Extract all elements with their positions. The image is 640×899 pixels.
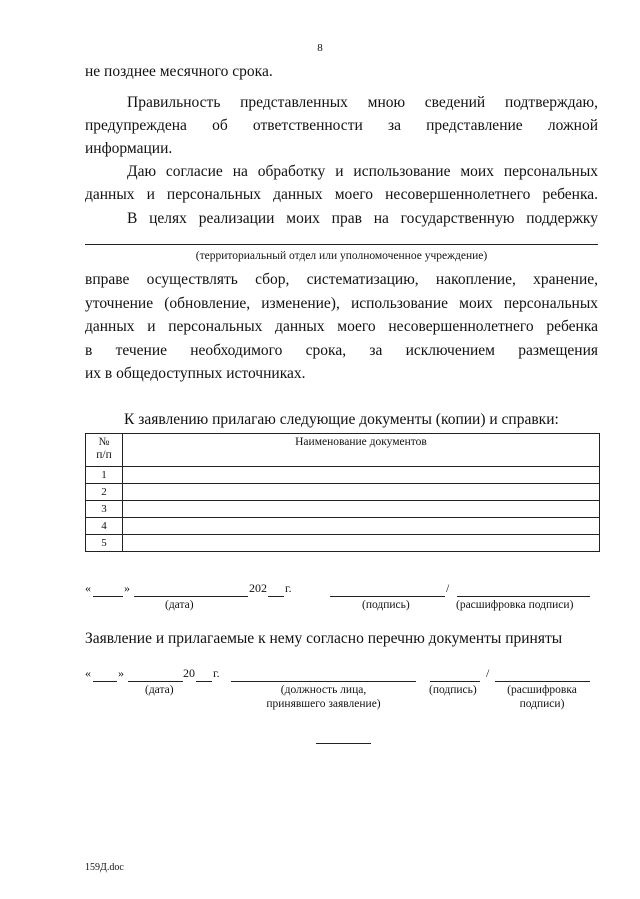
column-header-number-line1: № — [98, 436, 110, 448]
acceptance-year-blank[interactable] — [196, 681, 212, 682]
applicant-year-prefix: 202 — [249, 581, 267, 595]
applicant-date-close-quote: » — [124, 581, 130, 595]
footer-filename: 159Д.doc — [85, 862, 124, 873]
applicant-date-open-quote: « — [85, 581, 91, 595]
applicant-decoding-blank[interactable] — [457, 596, 590, 597]
acceptance-position-caption-line2: принявшего заявление) — [266, 698, 381, 710]
column-header-number — [86, 434, 123, 467]
table-row — [86, 484, 600, 501]
acceptance-heading: Заявление и прилагаемые к нему согласно перечню документы приняты — [85, 630, 563, 647]
applicant-year-blank[interactable] — [268, 596, 284, 597]
table-row — [86, 535, 600, 552]
applicant-signature-caption: (подпись) — [362, 599, 410, 611]
acceptance-decoding-caption-line1: (расшифровка — [507, 684, 577, 696]
row-number: 4 — [86, 518, 123, 535]
applicant-date-caption: (дата) — [165, 599, 194, 611]
applicant-year-suffix: г. — [285, 581, 292, 595]
paragraph-rights-line2: вправе осуществлять сбор, систематизацию, накопление, хранение, — [85, 271, 598, 288]
applicant-signature-blank[interactable] — [330, 596, 445, 597]
paragraph-confirm-line3: информации. — [85, 140, 173, 157]
row-number: 5 — [86, 535, 123, 552]
document-name-cell[interactable] — [123, 467, 600, 484]
document-name-cell[interactable] — [123, 484, 600, 501]
page-number: 8 — [317, 42, 323, 54]
acceptance-slash: / — [486, 666, 490, 680]
paragraph-deadline: не позднее месячного срока. — [85, 63, 273, 80]
acceptance-month-blank[interactable] — [128, 681, 183, 682]
column-header-number-line2: п/п — [96, 449, 112, 461]
acceptance-day-blank[interactable] — [93, 681, 117, 682]
acceptance-position-caption-line1: (должность лица, — [280, 684, 367, 696]
acceptance-signature-blank[interactable] — [430, 681, 480, 682]
table-row — [86, 467, 600, 484]
document-name-cell[interactable] — [123, 518, 600, 535]
paragraph-consent-line2: данных и персональных данных моего несовершеннолетнего ребенка. — [85, 186, 598, 203]
row-number: 3 — [86, 501, 123, 518]
acceptance-decoding-blank[interactable] — [495, 681, 590, 682]
applicant-slash: / — [446, 581, 450, 595]
paragraph-rights-line5: в течение необходимого срока, за исключением размещения — [85, 342, 598, 359]
paragraph-rights-line1: В целях реализации моих прав на государственную поддержку — [127, 210, 598, 227]
table-row — [86, 518, 600, 535]
acceptance-date-open-quote: « — [85, 666, 91, 680]
acceptance-signature-caption: (подпись) — [429, 684, 477, 696]
paragraph-confirm-line1: Правильность представленных мною сведений подтверждаю, — [127, 94, 598, 111]
paragraph-consent-line1: Даю согласие на обработку и использование моих персональных — [127, 163, 598, 180]
row-number: 2 — [86, 484, 123, 501]
paragraph-confirm-line2: предупреждена об ответственности за представление ложной — [85, 117, 598, 134]
applicant-month-blank[interactable] — [134, 596, 248, 597]
table-row — [86, 501, 600, 518]
acceptance-year-suffix: г. — [213, 666, 220, 680]
table-header-row — [86, 434, 600, 467]
attachments-table — [85, 433, 600, 552]
acceptance-decoding-caption-line2: подписи) — [519, 698, 565, 710]
row-number: 1 — [86, 467, 123, 484]
attachments-heading: К заявлению прилагаю следующие документы (копии) и справки: — [124, 411, 559, 428]
paragraph-rights-line3: уточнение (обновление, изменение), использование моих персональных — [85, 295, 598, 312]
paragraph-rights-line6: их в общедоступных источниках. — [85, 365, 306, 382]
acceptance-year-prefix: 20 — [183, 666, 195, 680]
applicant-day-blank[interactable] — [93, 596, 123, 597]
document-name-cell[interactable] — [123, 501, 600, 518]
acceptance-position-blank[interactable] — [231, 681, 416, 682]
column-header-document-name: Наименование документов — [123, 434, 600, 467]
applicant-decoding-caption: (расшифровка подписи) — [456, 599, 574, 611]
paragraph-rights-line4: данных и персональных данных моего несовершеннолетнего ребенка — [85, 318, 598, 335]
acceptance-date-close-quote: » — [118, 666, 124, 680]
document-name-cell[interactable] — [123, 535, 600, 552]
acceptance-date-caption: (дата) — [145, 684, 174, 696]
authority-blank-line — [85, 244, 598, 245]
authority-caption: (территориальный отдел или уполномоченное учреждение) — [195, 250, 488, 262]
closing-separator-line — [316, 743, 371, 744]
